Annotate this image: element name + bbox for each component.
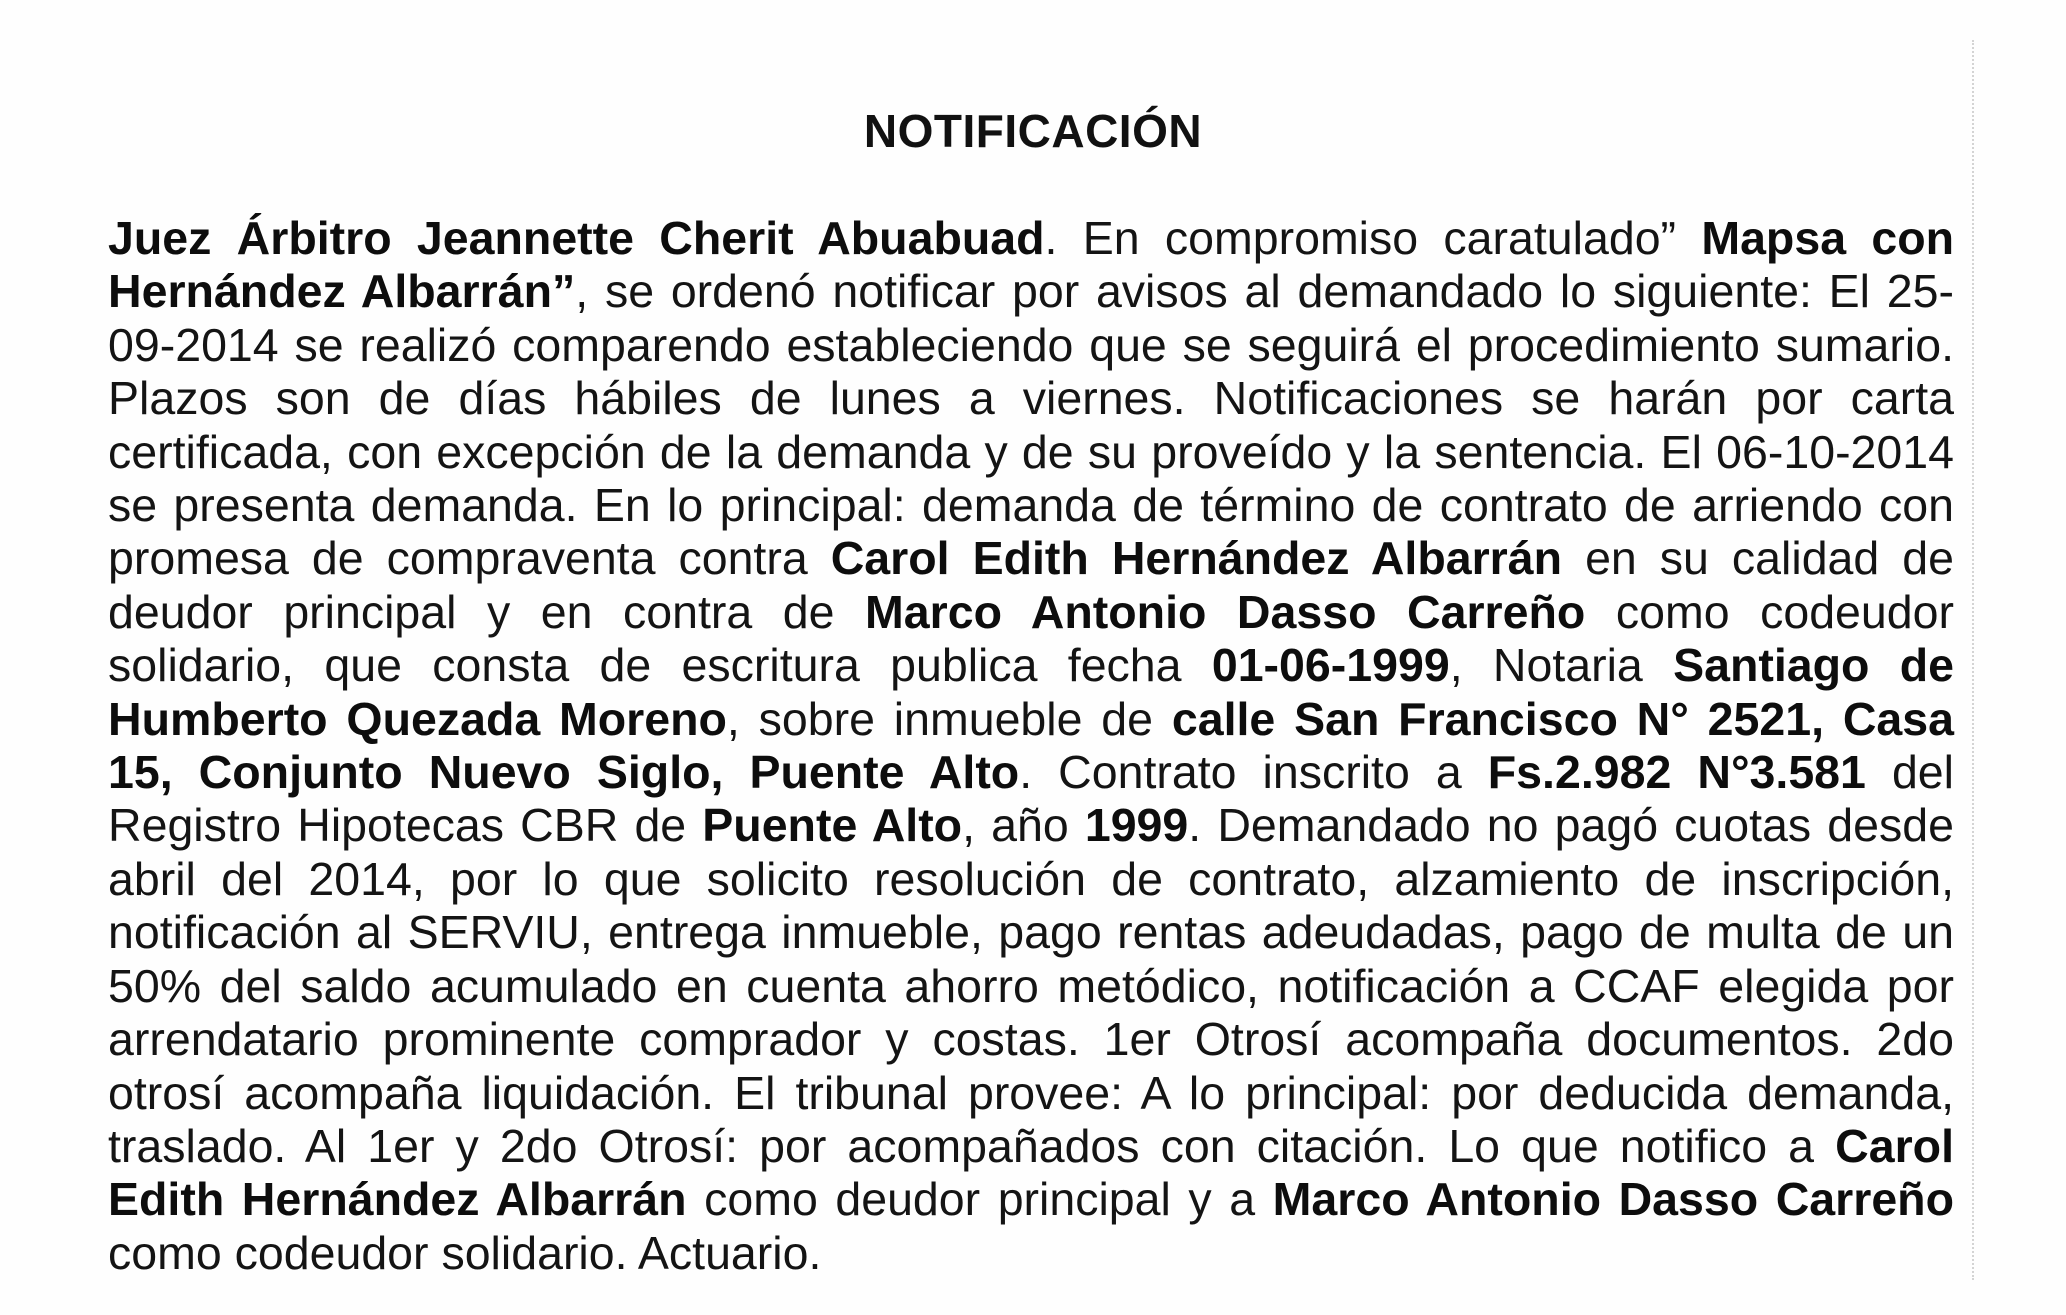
body-segment: en su calidad de deudor principal y en contra de (108, 532, 1955, 638)
body-segment: , sobre inmueble de (726, 692, 1172, 745)
body-segment: como codeudor solidario, que consta de escritura publica fecha (108, 585, 1954, 692)
deed-date: 01-06-1999 (1211, 639, 1450, 692)
registry-reference: Fs.2.982 N°3.581 (1487, 746, 1866, 799)
body-segment: , año (962, 799, 1085, 852)
body-segment: como codeudor solidario. Actuario. (108, 1226, 822, 1279)
notice-title: NOTIFICACIÓN (863, 105, 1203, 157)
body-segment: del Registro Hipotecas CBR de (108, 746, 1954, 852)
registry-year: 1999 (1084, 799, 1189, 852)
judge-name: Juez Árbitro Jeannette Cherit Abuabuad (108, 212, 1045, 264)
body-segment: . Contrato inscrito a (1019, 746, 1488, 799)
body-segment: . Demandado no pagó cuotas desde abril del 2014, por lo que solicito resolución de contrato, alzamiento de inscripción, notificación al SERVIU, entrega inmueble, pago rentas adeudadas, pago de multa de un 50% del saldo acumulado en cuenta ahorro metódico, notificación a CCAF elegida por arrendatario prominente comprador y costas. 1er Otrosí acompaña documentos. 2do otrosí acompaña liquidación. El tribunal provee: A lo principal: por deducida demanda, traslado. Al 1er y 2do Otrosí: por acompañados con citación. Lo que notifico a (108, 799, 1954, 1172)
case-name: Mapsa con Hernández Albarrán” (108, 212, 1955, 318)
body-segment: . En compromiso caratulado” (1044, 212, 1702, 264)
scan-edge-artifact (1971, 40, 1974, 1280)
principal-debtor-name: Carol Edith Hernández Albarrán (108, 1119, 1954, 1226)
registry-commune: Puente Alto (702, 799, 963, 852)
co-debtor-name: Marco Antonio Dasso Carreño (1272, 1173, 1954, 1226)
principal-debtor-name: Carol Edith Hernández Albarrán (830, 532, 1563, 585)
body-segment: como deudor principal y a (686, 1173, 1273, 1226)
notary-name: Santiago de Humberto Quezada Moreno (108, 639, 1954, 745)
property-address: calle San Francisco N° 2521, Casa 15, Conjunto Nuevo Siglo, Puente Alto (108, 692, 1954, 799)
co-debtor-name: Marco Antonio Dasso Carreño (865, 585, 1586, 638)
body-segment: , Notaria (1449, 639, 1674, 692)
notice-body (108, 212, 1954, 1280)
body-segment: , se ordenó notificar por avisos al demandado lo siguiente: El 25-09-2014 se realizó comparendo estableciendo que se seguirá el procedimiento sumario. Plazos son de días hábiles de lunes a viernes. Notificaciones se harán por carta certificada, con excepción de la demanda y de su proveído y la sentencia. El 06-10-2014 se presenta demanda. En lo principal: demanda de término de contrato de arriendo con promesa de compraventa contra (108, 265, 1954, 585)
